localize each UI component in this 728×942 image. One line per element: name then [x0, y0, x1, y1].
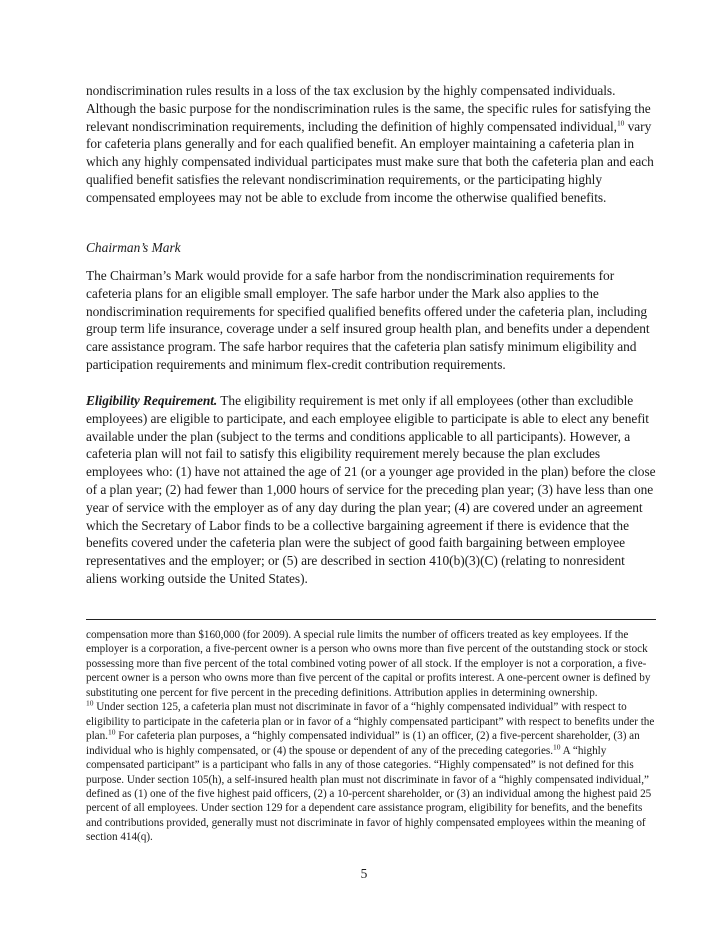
page-number: 5: [360, 866, 368, 881]
paragraph-chairmans-mark: The Chairman’s Mark would provide for a safe harbor from the nondiscrimination requirements for cafeteria plans for an eligible small employer. The safe harbor under the Mark also applies to the nondiscrimination requirements for specified qualified benefits offered under the cafeteria plan, including group term life insurance, coverage under a self insured group health plan, and benefits under a dependent care assistance program. The safe harbor requires that the cafeteria plan satisfy minimum eligibility and participation requirements and minimum flex-credit contribution requirements.: [86, 268, 650, 372]
paragraph-nondiscrimination-part1: nondiscrimination rules results in a loss of the tax exclusion by the highly compensated individuals. Although the basic purpose for the nondiscrimination rules is the same, the specific rules for satisfying the relevant nondiscrimination requirements, including the definition of highly compensated individual,: [86, 83, 651, 134]
paragraph-nondiscrimination: [86, 82, 656, 207]
eligibility-text: The eligibility requirement is met only if all employees (other than excludible employees) are eligible to participate, and each employee eligible to participate is able to elect any benefit available under the plan (subject to the terms and conditions applicable to all participants). However, a cafeteria plan will not fail to satisfy this eligibility requirement merely because the plan excludes employees who: (1) have not attained the age of 21 (or a younger age provided in the plan) before the close of a plan year; (2) had fewer than 1,000 hours of service for the preceding plan year; (3) have less than one year of service with the employer as of any day during the plan year; (4) are covered under an agreement which the Secretary of Labor finds to be a collective bargaining agreement if there is evidence that the benefits covered under the cafeteria plan were the subject of good faith bargaining between employee representatives and the employer; or (5) are described in section 410(b)(3)(C) (relating to nonresident aliens working outside the United States).: [86, 393, 656, 586]
paragraph-eligibility: [86, 392, 656, 588]
footnote-10-text-b: For cafeteria plan purposes, a “highly compensated individual” is (1) an officer, (2) a five-percent shareholder, (3) an individual who is highly compensated, or (4) the spouse or dependent of any of the preceding categories.: [86, 730, 640, 757]
footnote-10-number: 10: [86, 698, 94, 708]
footnote-separator: [86, 619, 656, 620]
footnote-10: [86, 700, 658, 845]
footnotes: [86, 628, 658, 845]
footnote-10-sup1: 10: [107, 727, 116, 737]
footnote-10-sup2: 10: [553, 741, 561, 751]
footnote-ref-10[interactable]: 10: [616, 118, 625, 128]
eligibility-lead: Eligibility Requirement.: [86, 393, 218, 408]
footnote-10-text-a: Under section 125, a cafeteria plan must not discriminate in favor of a “highly compensated individual” with respect to eligibility to participate in the cafeteria plan or in favor of a “highly compensated participant” with respect to benefits under the plan.: [86, 701, 655, 743]
footnote-continuation: compensation more than $160,000 (for 2009). A special rule limits the number of officers treated as key employees. If the employer is a corporation, a five-percent owner is a person who owns more than five percent of the outstanding stock or stock possessing more than five percent of the total combined voting power of all stock. If the employer is not a corporation, a five-percent owner is a person who owns more than five percent of the capital or profits interest. A one-percent owner is defined by substituting one percent for five percent in the preceding definitions. Attribution applies in determining ownership.: [86, 629, 651, 699]
paragraph-nondiscrimination-part2: vary for cafeteria plans generally and for each qualified benefit. An employer maintaining a cafeteria plan in which any highly compensated individual participates must make sure that both the cafeteria plan and each qualified benefit satisfies the relevant nondiscrimination requirements, or the participating highly compensated employees may not be able to exclude from income the otherwise qualified benefits.: [86, 118, 654, 205]
section-heading-chairmans-mark: Chairman’s Mark: [86, 240, 181, 255]
footnote-10-text-c: A “highly compensated participant” is a participant who falls in any of those categories. “Highly compensated” is not defined for this purpose. Under section 105(h), a self-insured health plan must not discriminate in favor of a “highly compensated individual,” defined as (1) one of the five highest paid officers, (2) a 10-percent shareholder, or (3) an individual among the highest paid 25 percent of all employees. Under section 129 for a dependent care assistance program, eligibility for benefits, and the benefits and contributions provided, generally must not discriminate in favor of highly compensated employees within the meaning of section 414(q).: [86, 744, 652, 844]
